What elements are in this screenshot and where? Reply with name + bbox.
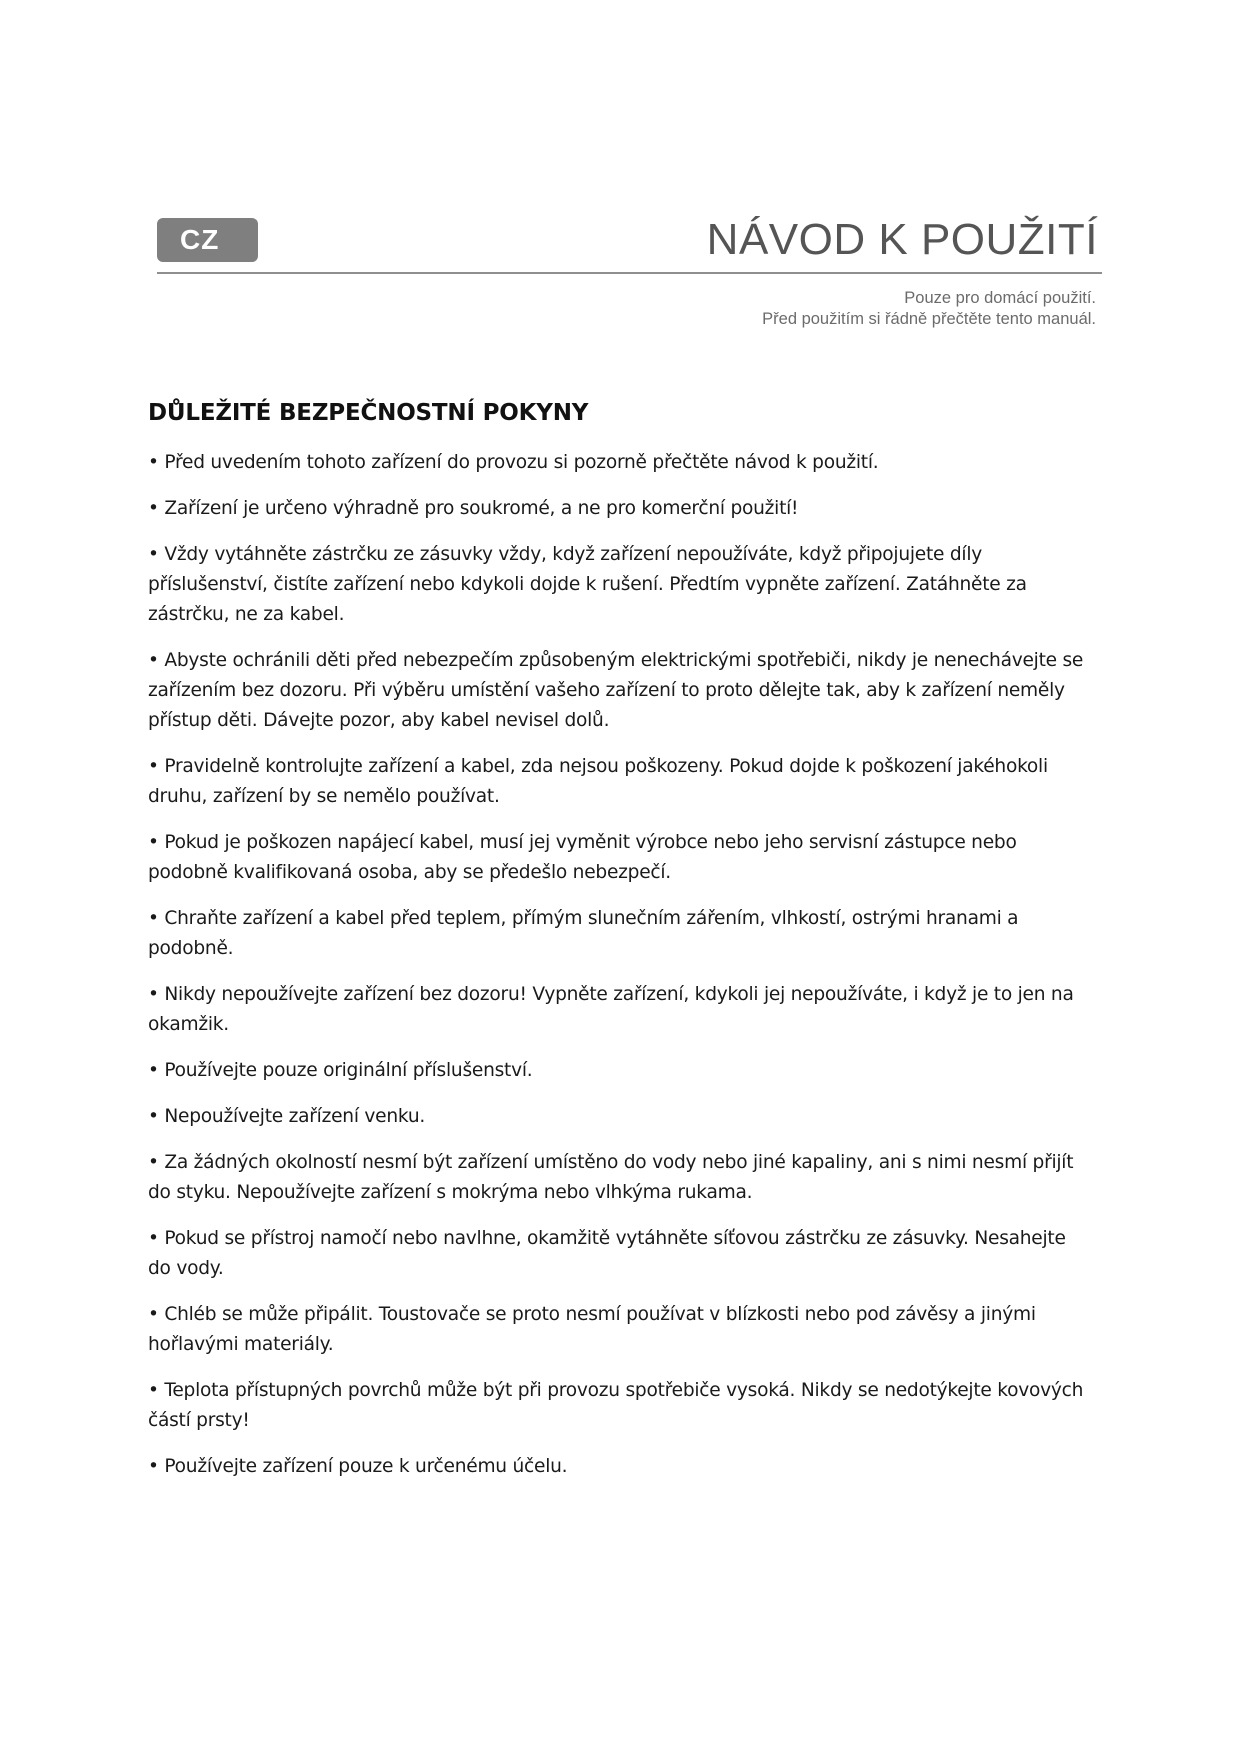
list-item: • Před uvedením tohoto zařízení do provozu si pozorně přečtěte návod k použití. bbox=[148, 452, 879, 473]
list-item: • Pravidelně kontrolujte zařízení a kabel, zda nejsou poškozeny. Pokud dojde k poškození jakéhokoli druhu, zařízení by se nemělo používat. bbox=[148, 756, 1048, 807]
list-item: • Chléb se může připálit. Toustovače se proto nesmí používat v blízkosti nebo pod závěsy a jinými hořlavými materiály. bbox=[148, 1304, 1036, 1355]
subtitle-line-read-manual: Před použitím si řádně přečtěte tento manuál. bbox=[762, 310, 1096, 328]
subtitle-block bbox=[762, 288, 1096, 330]
document-title: NÁVOD K POUŽITÍ bbox=[706, 215, 1098, 264]
list-item: • Teplota přístupných povrchů může být při provozu spotřebiče vysoká. Nikdy se nedotýkejte kovových částí prsty! bbox=[148, 1380, 1084, 1431]
safety-instructions-section bbox=[148, 396, 1088, 1498]
list-item: • Pokud je poškozen napájecí kabel, musí jej vyměnit výrobce nebo jeho servisní zástupce nebo podobně kvalifikovaná osoba, aby se předešlo nebezpečí. bbox=[148, 832, 1017, 883]
list-item: • Používejte zařízení pouze k určenému účelu. bbox=[148, 1456, 568, 1477]
list-item: • Nepoužívejte zařízení venku. bbox=[148, 1106, 426, 1127]
header-divider bbox=[157, 272, 1102, 274]
list-item: • Vždy vytáhněte zástrčku ze zásuvky vždy, když zařízení nepoužíváte, když připojujete díly příslušenství, čistíte zařízení nebo kdykoli dojde k rušení. Předtím vypněte zařízení. Zatáhněte za zástrčku, ne za kabel. bbox=[148, 544, 1027, 625]
subtitle-line-domestic-use: Pouze pro domácí použití. bbox=[904, 289, 1096, 307]
list-item: • Chraňte zařízení a kabel před teplem, přímým slunečním zářením, vlhkostí, ostrými hranami a podobně. bbox=[148, 908, 1019, 959]
list-item: • Používejte pouze originální příslušenství. bbox=[148, 1060, 533, 1081]
list-item: • Pokud se přístroj namočí nebo navlhne, okamžitě vytáhněte síťovou zástrčku ze zásuvky. Nesahejte do vody. bbox=[148, 1228, 1066, 1279]
list-item: • Abyste ochránili děti před nebezpečím způsobeným elektrickými spotřebiči, nikdy je nenechávejte se zařízením bez dozoru. Při výběru umístění vašeho zařízení to proto dělejte tak, aby k zařízení neměly přístup děti. Dávejte pozor, aby kabel nevisel dolů. bbox=[148, 650, 1084, 731]
section-heading: DŮLEŽITÉ BEZPEČNOSTNÍ POKYNY bbox=[148, 400, 589, 426]
list-item: • Zařízení je určeno výhradně pro soukromé, a ne pro komerční použití! bbox=[148, 498, 799, 519]
language-badge: CZ bbox=[157, 218, 258, 262]
list-item: • Nikdy nepoužívejte zařízení bez dozoru! Vypněte zařízení, kdykoli jej nepoužíváte, i když je to jen na okamžik. bbox=[148, 984, 1074, 1035]
safety-instructions-list bbox=[148, 448, 1088, 1482]
list-item: • Za žádných okolností nesmí být zařízení umístěno do vody nebo jiné kapaliny, ani s nimi nesmí přijít do styku. Nepoužívejte zařízení s mokrýma nebo vlhkýma rukama. bbox=[148, 1152, 1074, 1203]
